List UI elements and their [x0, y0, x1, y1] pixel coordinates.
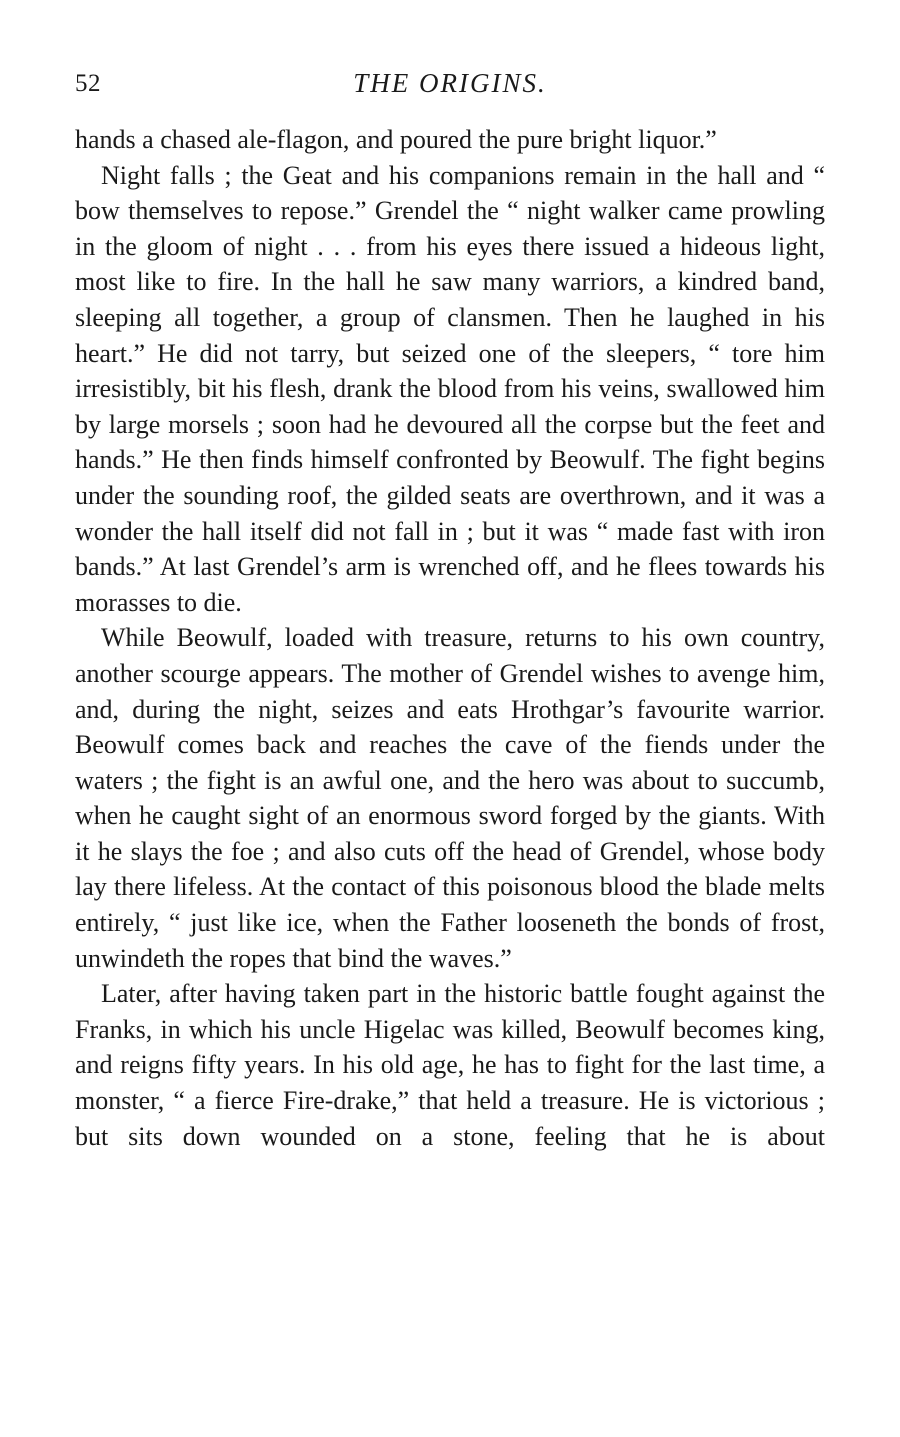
body-text [75, 122, 825, 1154]
paragraph-continuation: hands a chased ale-flagon, and poured the pure bright liquor.” [75, 125, 717, 154]
running-head: THE ORIGINS. [353, 68, 547, 98]
page-header [75, 62, 825, 102]
paragraph-grendel-mother: While Beowulf, loaded with treasure, returns to his own country, another scourge appears. The mother of Grendel wishes to avenge him, and, during the night, seizes and eats Hrothgar’s favourite warrior. Beowulf comes back and reaches the cave of the fiends under the waters ; the fight is an awful one, and the hero was about to succumb, when he caught sight of an enormous sword forged by the giants. With it he slays the foe ; and also cuts off the head of Grendel, whose body lay there lifeless. At the contact of this poisonous blood the blade melts entirely, “ just like ice, when the Father looseneth the bonds of frost, unwindeth the ropes that bind the waves.” [75, 623, 825, 973]
page-number: 52 [75, 70, 101, 97]
paragraph-fire-drake: Later, after having taken part in the historic battle fought against the Franks, in which his uncle Higelac was killed, Beowulf becomes king, and reigns fifty years. In his old age, he has to fight for the last time, a monster, “ a fierce Fire-drake,” that held a treasure. He is victorious ; but sits down wounded on a stone, feeling that he is about [75, 979, 825, 1151]
paragraph-grendel-attack: Night falls ; the Geat and his companions remain in the hall and “ bow themselves to repose.” Grendel the “ night walker came prowling in the gloom of night . . . from his eyes there issued a hideous light, most like to fire. In the hall he saw many warriors, a kindred band, sleeping all together, a group of clansmen. Then he laughed in his heart.” He did not tarry, but seized one of the sleepers, “ tore him irresistibly, bit his flesh, drank the blood from his veins, swallowed him by large morsels ; soon had he devoured all the corpse but the feet and hands.” He then finds himself confronted by Beowulf. The fight begins under the sounding roof, the gilded seats are overthrown, and it was a wonder the hall itself did not fall in ; but it was “ made fast with iron bands.” At last Grendel’s arm is wrenched off, and he flees towards his morasses to die. [75, 160, 825, 617]
